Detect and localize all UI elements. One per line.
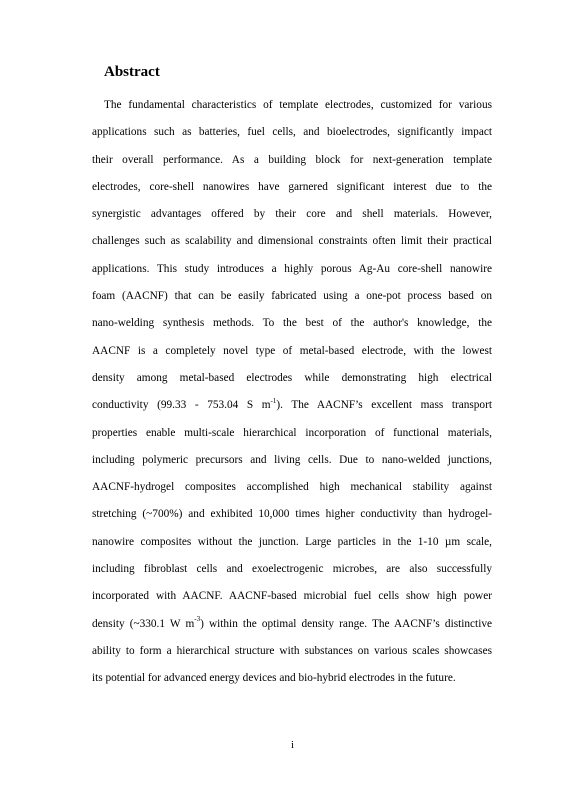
text-line: foam (AACNF) that can be easily fabricated using a one-pot process based on — [92, 290, 492, 303]
text-line: ability to form a hierarchical structure with substances on various scales showcases — [92, 644, 492, 657]
text-line: applications. This study introduces a highly porous Ag-Au core-shell nanowire — [92, 262, 492, 275]
text-fragment: ). The AACNF’s excellent mass transport — [276, 399, 492, 412]
text-fragment: conductivity (99.33 - 753.04 S m — [92, 399, 271, 412]
text-line: stretching (~700%) and exhibited 10,000 times higher conductivity than hydrogel- — [92, 508, 492, 521]
text-line: properties enable multi-scale hierarchical incorporation of functional materials, — [92, 426, 492, 439]
text-fragment: density (~330.1 W m — [92, 617, 195, 630]
superscript: -3 — [194, 614, 201, 623]
page-number: i — [290, 739, 295, 751]
text-line: AACNF-hydrogel composites accomplished high mechanical stability against — [92, 481, 492, 494]
text-line — [92, 392, 492, 419]
text-line: nano-welding synthesis methods. To the best of the author's knowledge, the — [92, 317, 492, 330]
text-line: its potential for advanced energy devices and bio-hybrid electrodes in the future. — [92, 672, 456, 685]
text-line: AACNF is a completely novel type of metal-based electrode, with the lowest — [92, 344, 492, 357]
text-line: synergistic advantages offered by their core and shell materials. However, — [92, 208, 492, 221]
text-fragment: ) within the optimal density range. The AACNF’s distinctive — [200, 617, 492, 630]
text-line: density among metal-based electrodes while demonstrating high electrical — [92, 371, 492, 384]
text-line: their overall performance. As a building block for next-generation template — [92, 153, 492, 166]
text-line: including fibroblast cells and exoelectrogenic microbes, are also successfully — [92, 563, 492, 576]
text-line: applications such as batteries, fuel cells, and bioelectrodes, significantly impact — [92, 126, 492, 139]
abstract-paragraph — [92, 92, 492, 693]
text-line: The fundamental characteristics of template electrodes, customized for various — [104, 99, 492, 111]
text-line: electrodes, core-shell nanowires have garnered significant interest due to the — [92, 180, 492, 193]
text-line: challenges such as scalability and dimensional constraints often limit their practical — [92, 235, 492, 248]
text-line — [92, 611, 492, 638]
text-line: nanowire composites without the junction. Large particles in the 1-10 µm scale, — [92, 535, 492, 548]
superscript: -1 — [270, 396, 277, 405]
section-heading: Abstract — [104, 64, 160, 80]
text-line: including polymeric precursors and living cells. Due to nano-welded junctions, — [92, 453, 492, 466]
text-line: incorporated with AACNF. AACNF-based microbial fuel cells show high power — [92, 590, 492, 603]
